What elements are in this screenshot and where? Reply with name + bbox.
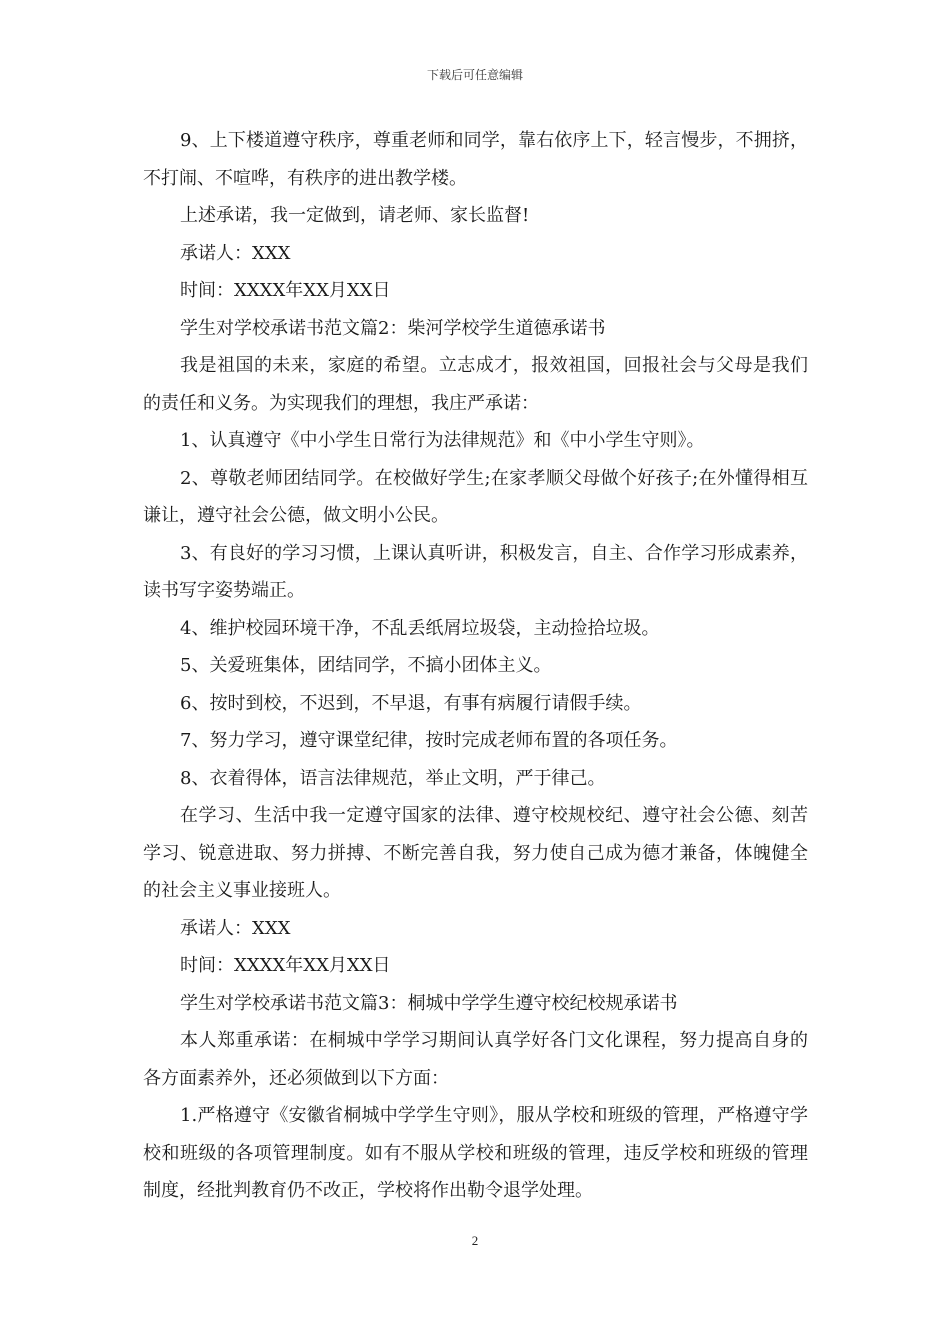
list-item: 7、努力学习，遵守课堂纪律，按时完成老师布置的各项任务。	[180, 730, 678, 751]
section-heading: 学生对学校承诺书范文篇2：柴河学校学生道德承诺书	[180, 317, 606, 339]
page-header: 下载后可任意编辑	[426, 68, 523, 82]
date-line: 时间：XXXX年XX月XX日	[180, 955, 391, 976]
paragraph: 我是祖国的未来，家庭的希望。立志成才，报效祖国，回报社会与父母是我们的责任和义务。为实现我们的理想，我庄严承诺：	[143, 355, 808, 414]
signature-line: 承诺人：XXX	[180, 917, 291, 939]
date-line: 时间：XXXX年XX月XX日	[180, 280, 391, 301]
signature-line: 承诺人：XXX	[180, 242, 291, 264]
paragraph: 9、上下楼道遵守秩序，尊重老师和同学，靠右依序上下，轻言慢步，不拥挤，不打闹、不喧哗，有秩序的进出教学楼。	[143, 130, 808, 189]
document-body	[143, 122, 808, 1210]
paragraph: 在学习、生活中我一定遵守国家的法律、遵守校规校纪、遵守社会公德、刻苦学习、锐意进取、努力拼搏、不断完善自我，努力使自己成为德才兼备，体魄健全的社会主义事业接班人。	[143, 805, 808, 901]
list-item: 1、认真遵守《中小学生日常行为法律规范》和《中小学生守则》。	[180, 430, 705, 451]
list-item: 2、尊敬老师团结同学。在校做好学生;在家孝顺父母做个好孩子;在外懂得相互谦让，遵守社会公德，做文明小公民。	[143, 467, 808, 526]
paragraph: 本人郑重承诺：在桐城中学学习期间认真学好各门文化课程，努力提高自身的各方面素养外，还必须做到以下方面：	[143, 1030, 808, 1089]
list-item: 6、按时到校，不迟到，不早退，有事有病履行请假手续。	[180, 692, 642, 714]
list-item: 8、衣着得体，语言法律规范，举止文明，严于律己。	[180, 767, 606, 789]
page-number: 2	[471, 1233, 479, 1248]
section-heading: 学生对学校承诺书范文篇3：桐城中学学生遵守校纪校规承诺书	[180, 992, 678, 1014]
list-item: 4、维护校园环境干净，不乱丢纸屑垃圾袋，主动捡拾垃圾。	[180, 617, 660, 639]
list-item: 3、有良好的学习习惯，上课认真听讲，积极发言，自主、合作学习形成素养，读书写字姿势端正。	[143, 542, 808, 601]
list-item: 1.严格遵守《安徽省桐城中学学生守则》，服从学校和班级的管理，严格遵守学校和班级的各项管理制度。如有不服从学校和班级的管理，违反学校和班级的管理制度，经批判教育仍不改正，学校将作出勒令退学处理。	[143, 1105, 808, 1201]
list-item: 5、关爱班集体，团结同学，不搞小团体主义。	[180, 655, 552, 676]
paragraph: 上述承诺，我一定做到，请老师、家长监督!	[180, 205, 530, 226]
